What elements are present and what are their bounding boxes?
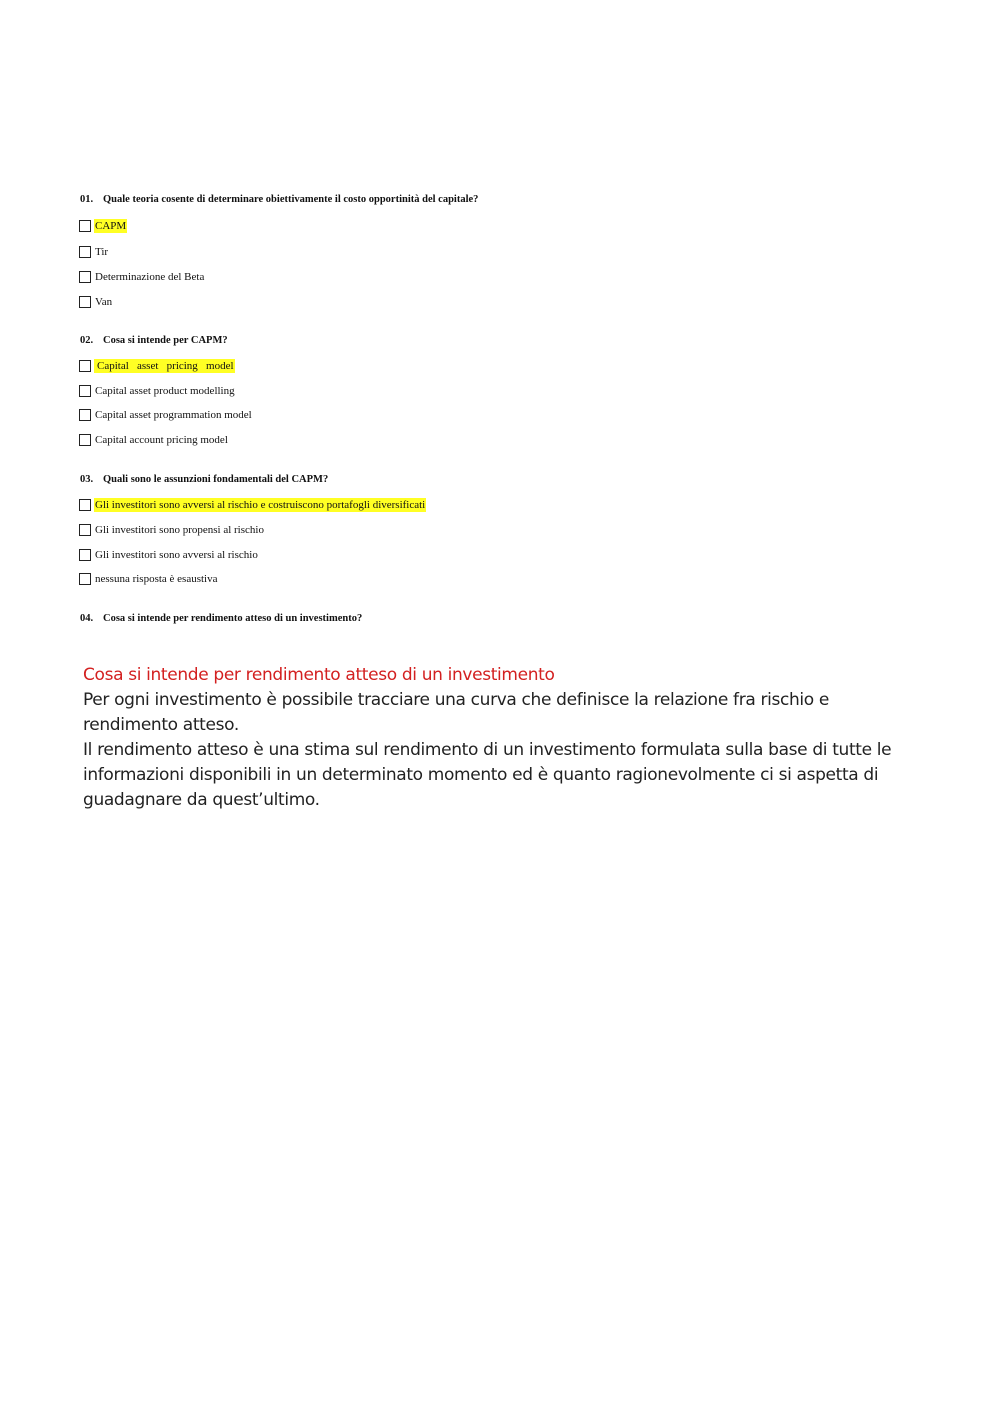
checkbox[interactable] (79, 499, 91, 511)
option-label: nessuna risposta è esaustiva (95, 573, 218, 585)
question-1-text: Quale teoria cosente di determinare obiettivamente il costo opportinità del capitale? (103, 194, 479, 205)
checkbox[interactable] (79, 246, 91, 258)
option-label: CAPM (95, 220, 127, 232)
answer-line: rendimento atteso. (83, 715, 239, 735)
option-label: Tir (95, 246, 109, 258)
question-3-number: 03. (80, 474, 94, 485)
answer-line: Il rendimento atteso è una stima sul rendimento di un investimento formulata sulla base di tutte le (83, 740, 892, 760)
option-label: Capital asset product modelling (95, 385, 235, 397)
answer-line: informazioni disponibili in un determinato momento ed è quanto ragionevolmente ci si aspetta di (83, 765, 879, 785)
question-2-text: Cosa si intende per CAPM? (103, 335, 228, 346)
question-1-number: 01. (80, 194, 94, 205)
question-2-option-2[interactable] (79, 383, 236, 399)
option-label: Determinazione del Beta (95, 271, 205, 283)
question-4-number: 04. (80, 613, 94, 624)
question-2-option-1[interactable] (79, 358, 235, 374)
checkbox[interactable] (79, 549, 91, 561)
checkbox[interactable] (79, 271, 91, 283)
question-3-title (80, 474, 328, 485)
option-label: Van (95, 296, 113, 308)
checkbox[interactable] (79, 296, 91, 308)
answer-title: Cosa si intende per rendimento atteso di un investimento (83, 665, 555, 685)
option-label: Capital asset programmation model (95, 409, 252, 421)
checkbox[interactable] (79, 573, 91, 585)
answer-block (83, 663, 933, 813)
checkbox[interactable] (79, 360, 91, 372)
question-2-title (80, 335, 228, 346)
question-1-option-3[interactable] (79, 269, 205, 285)
question-1-option-2[interactable] (79, 244, 109, 260)
checkbox[interactable] (79, 524, 91, 536)
question-3-option-4[interactable] (79, 571, 219, 587)
question-3-option-2[interactable] (79, 522, 265, 538)
question-1-option-4[interactable] (79, 294, 113, 310)
checkbox[interactable] (79, 220, 91, 232)
checkbox[interactable] (79, 409, 91, 421)
question-3-option-1[interactable] (79, 497, 426, 513)
option-label: Gli investitori sono avversi al rischio e costruiscono portafogli diversificati (95, 499, 426, 511)
option-label: Gli investitori sono propensi al rischio (95, 524, 264, 536)
question-2-option-4[interactable] (79, 432, 229, 448)
answer-line: Per ogni investimento è possibile tracciare una curva che definisce la relazione fra rischio e (83, 690, 829, 710)
option-label: Capital account pricing model (95, 434, 228, 446)
question-2-number: 02. (80, 335, 94, 346)
question-1-option-1[interactable] (79, 218, 127, 234)
question-4-title (80, 613, 362, 624)
checkbox[interactable] (79, 434, 91, 446)
answer-line: guadagnare da quest’ultimo. (83, 790, 320, 810)
question-4-text: Cosa si intende per rendimento atteso di un investimento? (103, 613, 363, 624)
question-1-title (80, 194, 478, 205)
question-3-text: Quali sono le assunzioni fondamentali del CAPM? (103, 474, 329, 485)
question-2-option-3[interactable] (79, 407, 253, 423)
option-label: Gli investitori sono avversi al rischio (95, 549, 258, 561)
checkbox[interactable] (79, 385, 91, 397)
question-3-option-3[interactable] (79, 547, 259, 563)
option-label: Capital asset pricing model (94, 359, 235, 373)
